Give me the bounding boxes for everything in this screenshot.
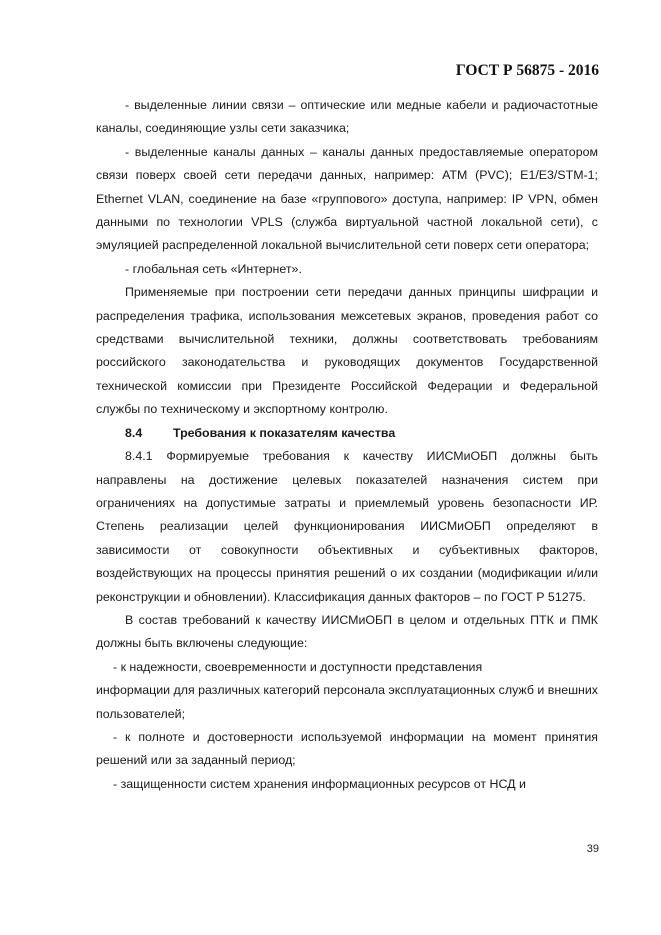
paragraph: 8.4.1 Формируемые требования к качеству ИИСМиОБП должны быть направлены на достижение целевых показателей назначения систем при ограничениях на допустимые затраты и приемлемый уровень безопасности ИР. Степень реализации целей функционирования ИИСМиОБП определяют в зависимости от совокупности объективных и субъективных факторов, воздействующих на процессы принятия решений о их создании (модификации и/или реконструкции и обновлении). Классификация данных факторов – по ГОСТ Р 51275.: [96, 449, 598, 604]
paragraph-continuation: информации для различных категорий персонала эксплуатационных служб и внешних пользователей;: [96, 683, 598, 721]
standard-header: ГОСТ Р 56875 - 2016: [455, 62, 599, 79]
paragraph: Применяемые при построении сети передачи данных принципы шифрации и распределения трафика, использования межсетевых экранов, проведения работ со средствами вычислительной техники, должны соответствовать требованиям российского законодательства и руководящих документов Государственной технической комиссии при Президенте Российской Федерации и Федеральной службы по техническому и экспортному контролю.: [96, 285, 598, 417]
document-body: [96, 94, 598, 796]
list-item: - к полноте и достоверности используемой информации на момент принятия решений или за заданный период;: [96, 729, 598, 768]
list-item: - к надежности, своевременности и доступности представления: [113, 659, 483, 674]
section-title: Требования к показателям качества: [173, 425, 396, 440]
page-number: 39: [586, 843, 599, 855]
paragraph: - выделенные линии связи – оптические или медные кабели и радиочастотные каналы, соединяющие узлы сети заказчика;: [96, 98, 598, 136]
section-heading: [96, 422, 598, 445]
paragraph: - глобальная сеть «Интернет».: [125, 261, 302, 276]
section-number: 8.4: [125, 425, 143, 440]
paragraph: В состав требований к качеству ИИСМиОБП в целом и отдельных ПТК и ПМК должны быть включены следующие:: [96, 612, 598, 651]
paragraph: - выделенные каналы данных – каналы данных предоставляемые оператором связи поверх своей сети передачи данных, например: ATM (PVC); E1/E3/STM-1; Ethernet VLAN, соединение на базе «группового» доступа, например: IP VPN, обмен данными по технологии VPLS (служба виртуальной частной локальной сети), с эмуляцией распределенной локальной вычислительной сети поверх сети оператора;: [96, 144, 598, 253]
list-item: - защищенности систем хранения информационных ресурсов от НСД и: [113, 776, 526, 791]
